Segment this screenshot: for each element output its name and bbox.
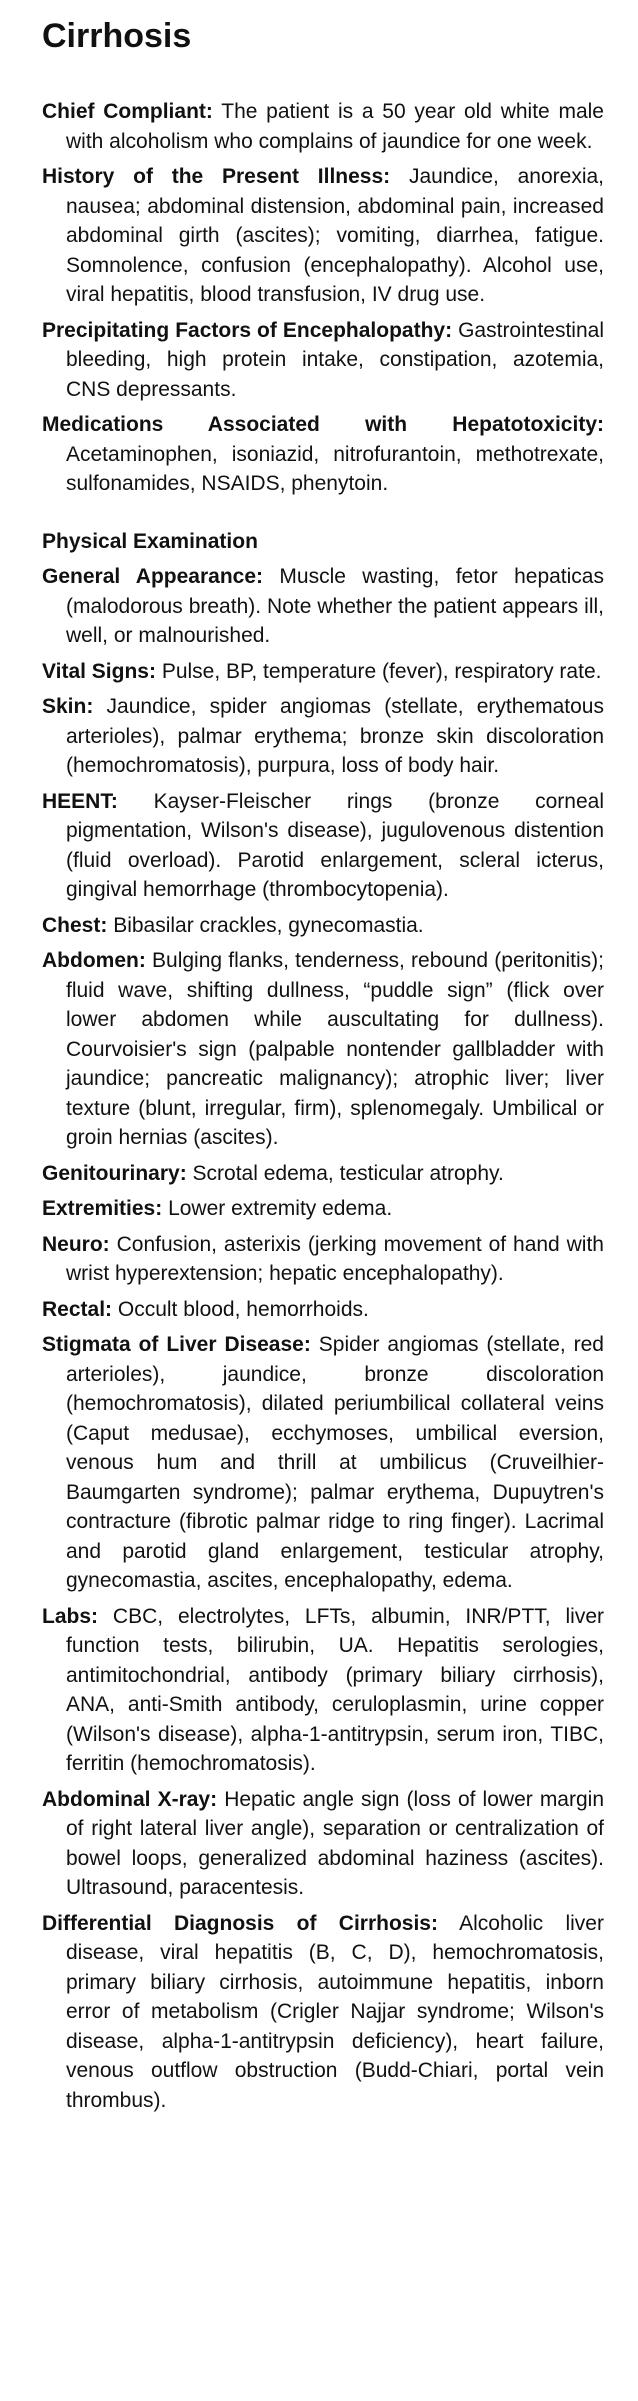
entry-text: Alcoholic liver disease, viral hepatitis (B, C, D), hemochromatosis, primary biliary cirrhosis, autoimmune hepatitis, inborn error of metabolism (Crigler Najjar syndrome; Wilson's disease, alpha-1-antitrypsin deficiency), heart failure, venous outflow obstruction (Budd-Chiari, portal vein thrombus).: [66, 1911, 604, 2112]
entry-label: Labs:: [42, 1604, 99, 1628]
entry-general-appearance: [42, 562, 604, 651]
entry-text: Spider angiomas (stellate, red arterioles), jaundice, bronze discoloration (hemochromatosis), dilated periumbilical collateral veins (Caput medusae), ecchymoses, umbilical eversion, venous hum and thrill at umbilicus (Cruveilhier-Baumgarten syndrome); palmar erythema, Dupuytren's contracture (fibrotic palmar ridge to ring finger). Lacrimal and parotid gland enlargement, testicular atrophy, gynecomastia, ascites, encephalopathy, edema.: [66, 1333, 604, 1593]
entry-text: Acetaminophen, isoniazid, nitrofurantoin, methotrexate, sulfonamides, NSAIDS, phenytoin.: [66, 442, 604, 496]
entry-vital-signs: [42, 657, 604, 687]
entry-text: Gastrointestinal bleeding, high protein intake, constipation, azotemia, CNS depressants.: [66, 318, 604, 401]
entry-label: Chest:: [42, 913, 108, 937]
entry-neuro: [42, 1230, 604, 1289]
entry-label: Vital Signs:: [42, 659, 156, 683]
entry-labs: [42, 1602, 604, 1779]
entry-label: Neuro:: [42, 1232, 110, 1256]
entry-skin: [42, 692, 604, 781]
entry-text: Muscle wasting, fetor hepaticas (malodorous breath). Note whether the patient appears ill, well, or malnourished.: [66, 565, 604, 648]
entry-label: General Appearance:: [42, 565, 264, 589]
entry-chief-complaint: [42, 97, 604, 156]
entry-abdomen: [42, 946, 604, 1153]
entry-label: Rectal:: [42, 1297, 113, 1321]
entry-text: Hepatic angle sign (loss of lower margin of right lateral liver angle), separation or centralization of bowel loops, generalized abdominal haziness (ascites). Ultrasound, paracentesis.: [66, 1787, 605, 1900]
entry-label: Precipitating Factors of Encephalopathy:: [42, 318, 453, 342]
entry-label: Extremities:: [42, 1197, 163, 1221]
entry-text: Lower extremity edema.: [168, 1197, 393, 1221]
entry-label: HEENT:: [42, 789, 118, 813]
entry-label: Chief Compliant:: [42, 100, 213, 124]
entry-label: Stigmata of Liver Disease:: [42, 1333, 311, 1357]
entry-text: Occult blood, hemorrhoids.: [117, 1297, 369, 1321]
entry-text: The patient is a 50 year old white male with alcoholism who complains of jaundice for one week.: [66, 100, 604, 153]
entry-label: Abdominal X-ray:: [42, 1787, 218, 1811]
entry-precipitating-factors: [42, 316, 604, 405]
entry-text: Jaundice, spider angiomas (stellate, erythematous arterioles), palmar erythema; bronze skin discoloration (hemochromatosis), purpura, loss of body hair.: [66, 695, 604, 778]
entry-text: CBC, electrolytes, LFTs, albumin, INR/PTT, liver function tests, bilirubin, UA. Hepatitis serologies, antimitochondrial, antibody (primary biliary cirrhosis), ANA, anti-Smith antibody, ceruloplasmin, urine copper (Wilson's disease), alpha-1-antitrypsin, serum iron, TIBC, ferritin (hemochromatosis).: [66, 1604, 604, 1776]
entry-rectal: [42, 1295, 604, 1325]
entry-label: Differential Diagnosis of Cirrhosis:: [42, 1911, 438, 1935]
entry-label: Medications Associated with Hepatotoxicity:: [42, 413, 604, 437]
entry-label: History of the Present Illness:: [42, 165, 391, 189]
entry-hepatotoxic-medications: [42, 410, 604, 499]
entry-extremities: [42, 1194, 604, 1224]
entry-label: Abdomen:: [42, 949, 146, 973]
entry-heent: [42, 787, 604, 905]
entry-text: Pulse, BP, temperature (fever), respiratory rate.: [161, 659, 602, 683]
entry-text: Bibasilar crackles, gynecomastia.: [113, 913, 424, 937]
entry-differential-diagnosis: [42, 1909, 604, 2116]
entry-history-present-illness: [42, 162, 604, 310]
page-title: Cirrhosis: [42, 17, 192, 55]
entry-text: Confusion, asterixis (jerking movement of hand with wrist hyperextension; hepatic encephalopathy).: [66, 1232, 604, 1286]
entry-text: Scrotal edema, testicular atrophy.: [192, 1161, 504, 1185]
entry-text: Bulging flanks, tenderness, rebound (peritonitis); fluid wave, shifting dullness, “puddle sign” (flick over lower abdomen while auscultating for dullness). Courvoisier's sign (palpable nontender gallbladder with jaundice; pancreatic malignancy); atrophic liver; liver texture (blunt, irregular, firm), splenomegaly. Umbilical or groin hernias (ascites).: [66, 949, 604, 1150]
entry-abdominal-xray: [42, 1785, 604, 1903]
entry-text: Kayser-Fleischer rings (bronze corneal pigmentation, Wilson's disease), jugulovenous distention (fluid overload). Parotid enlargement, scleral icterus, gingival hemorrhage (thrombocytopenia).: [66, 789, 605, 902]
entry-stigmata-liver-disease: [42, 1330, 604, 1596]
entry-label: Genitourinary:: [42, 1161, 187, 1185]
section-heading-physical-exam: Physical Examination: [42, 529, 258, 553]
entry-text: Jaundice, anorexia, nausea; abdominal distension, abdominal pain, increased abdominal girth (ascites); vomiting, diarrhea, fatigue. Somnolence, confusion (encephalopathy). Alcohol use, viral hepatitis, blood transfusion, IV drug use.: [66, 165, 604, 307]
entry-chest: [42, 911, 604, 941]
entry-genitourinary: [42, 1159, 604, 1189]
entry-label: Skin:: [42, 695, 94, 719]
